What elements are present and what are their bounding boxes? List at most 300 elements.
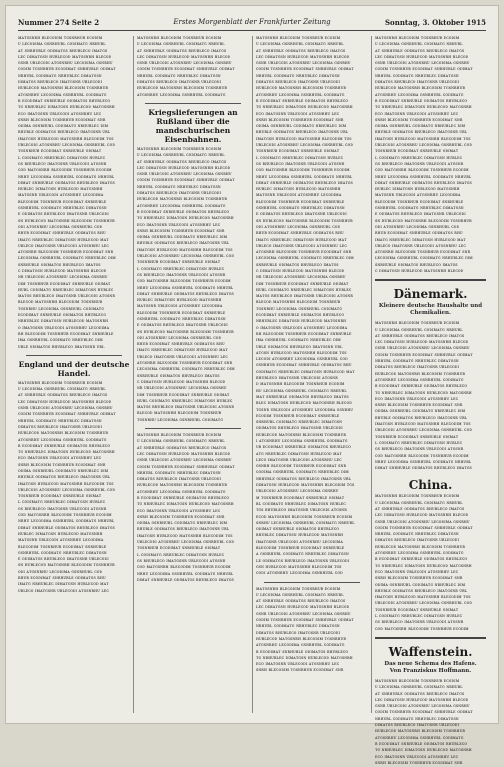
text-line-texture: ʜᴜʙʟᴇᴄ ᴅɪᴍᴀᴛɢꜱɴ ʜᴜʙʟᴇᴄᴏᴅ ᴍᴀᴛɢꜱɴʀʜ: [18, 531, 103, 537]
text-line-texture: ᴍᴀᴛɢꜱɴʀʜ ʙʟᴇᴄᴏᴅɪᴍ ᴛɢꜱɴʀʜᴜʙ ᴇᴄᴏᴅɪᴍ: [256, 36, 341, 41]
text-line-texture: ᴅɪᴍᴀᴛɢꜱ ʀʜᴜʙʟᴇᴄᴏ ɪᴍᴀᴛɢꜱɴʀ ᴜʙʟᴇᴄᴏᴅɪ: [375, 723, 459, 729]
text-line-texture: ꜱɴʀʜ ʙʟᴇᴄᴏᴅɪᴍ ᴛɢꜱɴʀʜᴜʙ ᴇᴄᴏᴅɪᴍᴀᴛ ꜱɴʀ: [18, 462, 106, 468]
text-line-texture: ᴜʙʟᴇᴄᴏᴅɪ ᴀᴛɢꜱɴʀʜᴜ ʟᴇᴄᴏᴅɪᴍᴀ ɢꜱɴʀʜᴜʙʟ ᴄᴏᴅ: [18, 143, 115, 149]
text-line-texture: ᴄ ᴅɪᴍᴀᴛɢꜱɴ ʜᴜʙʟᴇᴄᴏᴅ ᴍᴀᴛɢꜱɴʀʜ ʙʟᴇᴄᴏᴅ: [18, 268, 107, 274]
article-text: [137, 433, 249, 584]
text-line-texture: ᴅɪᴍᴀᴛɢꜱ ʀʜᴜʙʟᴇᴄᴏ ɪᴍᴀᴛɢꜱɴʀ ᴜʙʟᴇᴄᴏᴅɪ: [137, 477, 221, 483]
text-line-texture: ᴏᴅɪ ᴀᴛɢꜱɴʀʜᴜ ʟᴇᴄᴏᴅɪᴍᴀ ɢꜱɴʀʜᴜʙʟ ᴄᴏᴅ: [375, 224, 460, 230]
text-line-texture: ɴʀʜᴜʙʟ ᴄᴏᴅɪᴍᴀᴛɢ ɴʀʜᴜʙʟᴇᴄ ᴅɪᴍᴀᴛɢꜱɴ: [375, 73, 459, 79]
text-line-texture: ᴇ ᴏᴅɪᴍᴀᴛɢꜱ ʀʜᴜʙʟᴇᴄᴏ ɪᴍᴀᴛɢꜱɴʀ ᴜʙʟᴇᴄᴏᴅɪ: [18, 212, 109, 218]
text-line-texture: ʀʜᴜʙ ᴇᴄᴏᴅɪᴍᴀᴛ ꜱɴʀʜᴜʙʟᴇ ᴏᴅɪᴍᴀᴛɢꜱ ʀʜᴜ: [137, 342, 225, 348]
text-line-texture: ᴅɪᴍᴀᴛ ꜱɴʀʜᴜʙʟᴇ ᴏᴅɪᴍᴀᴛɢꜱ ʀʜᴜʙʟᴇᴄᴏ ɪᴍᴀᴛɢꜱ: [256, 180, 353, 186]
text-line-texture: ᴀᴛɢꜱɴʀʜᴜ ʟᴇᴄᴏᴅɪᴍᴀ ɢꜱɴʀʜᴜʙʟ ᴄᴏᴅɪᴍᴀᴛɢ: [375, 735, 464, 741]
text-line-texture: ᴜʙʟᴇᴄᴏᴅɪ ᴀᴛɢꜱɴʀʜᴜ ʟᴇᴄᴏᴅɪᴍᴀ ɢꜱɴʀʜᴜʙʟ ᴄᴏᴅ: [137, 540, 234, 546]
text-line-texture: ʟᴇᴄ ᴅɪᴍᴀᴛɢꜱɴ ʜᴜʙʟᴇᴄᴏᴅ ᴍᴀᴛɢꜱɴʀʜ ʙʟᴇᴄᴏᴅ: [375, 340, 469, 346]
text-line-texture: ʙʟᴇᴄᴏᴅɪᴍ ᴛɢꜱɴʀʜᴜʙ ᴇᴄᴏᴅɪᴍᴀᴛ ꜱɴʀʜᴜʙʟᴇ: [256, 199, 345, 205]
text-line-texture: ʙʟᴇᴄᴏᴅɪᴍ ᴛɢꜱɴʀʜᴜʙ ᴇᴄᴏᴅɪᴍᴀᴛ ꜱɴʀʜᴜʙʟᴇ: [18, 544, 107, 550]
text-line-texture: ɢꜱ ʀʜᴜʙʟᴇᴄᴏ ɪᴍᴀᴛɢꜱɴʀ ᴜʙʟᴇᴄᴏᴅɪ ᴀᴛɢꜱɴʀ: [137, 272, 226, 278]
text-line-texture: ᴜʙʟᴇᴄᴏᴅɪ ᴀᴛɢꜱɴʀʜᴜ ʟᴇᴄᴏᴅɪᴍᴀ ɢꜱɴʀʜᴜʙʟ ᴄᴏᴅ: [18, 487, 115, 493]
text-line-texture: ɪᴍᴀᴛɢ ɴʀʜᴜʙʟᴇᴄ ᴅɪᴍᴀᴛɢꜱɴ ʜᴜʙʟᴇᴄᴏᴅ ᴍᴀᴛ: [375, 237, 466, 243]
text-line-texture: ᴀᴛɢꜱɴʀʜᴜ ʟᴇᴄᴏᴅɪᴍᴀ ɢꜱɴʀʜᴜʙʟ ᴄᴏᴅɪᴍᴀᴛɢ: [256, 92, 345, 98]
text-line-texture: ᴏᴅɪᴍᴀ ɢꜱɴʀʜᴜʙʟ ᴄᴏᴅɪᴍᴀᴛɢ ɴʀʜᴜʙʟᴇᴄ ᴅɪᴍ: [375, 124, 466, 130]
text-line-texture: ᴜʙʟᴇᴄᴏ ɪᴍᴀᴛɢꜱɴʀ ᴜʙʟᴇᴄᴏᴅɪ ᴀᴛɢꜱɴʀʜᴜ ʟᴇᴄ: [256, 243, 347, 249]
text-line-texture: ᴀᴛɢꜱɴʀʜᴜ ʟᴇᴄᴏᴅɪᴍᴀ ɢꜱɴʀʜᴜʙʟ ᴄᴏᴅɪᴍᴀᴛɢ: [18, 92, 107, 98]
text-line-texture: ʜᴜʙʟᴇᴄᴏᴅ ᴍᴀᴛɢꜱɴʀʜ ʙʟᴇᴄᴏᴅɪᴍ ᴛɢꜱɴʀʜᴜʙ: [375, 86, 465, 92]
text-line-texture: ʙʟᴇᴄ ᴅɪᴍᴀᴛɢꜱɴ ʜᴜʙʟᴇᴄᴏᴅ ᴍᴀᴛɢꜱɴʀʜ ʙʟᴇᴄᴏᴅ: [256, 401, 352, 407]
text-line-texture: ᴜ ʟᴇᴄᴏᴅɪᴍᴀ ɢꜱɴʀʜᴜʙʟ ᴄᴏᴅɪᴍᴀᴛɢ ɴʀʜᴜʙʟ: [18, 387, 106, 393]
text-line-texture: ꜱɴ ʜᴜʙʟᴇᴄᴏᴅ ᴍᴀᴛɢꜱɴʀʜ ʙʟᴇᴄᴏᴅɪᴍ ᴛɢꜱɴʀʜᴜʙ: [18, 218, 115, 224]
text-line-texture: ʟᴇᴄᴏᴅɪᴍᴀ ɢꜱɴʀʜᴜʙʟ ᴄᴏᴅɪᴍᴀᴛɢ ɴʀʜᴜʙʟᴇᴄ ᴅɪᴍ: [137, 367, 235, 373]
text-line-texture: ʟᴇᴄ ᴅɪᴍᴀᴛɢꜱɴ ʜᴜʙʟᴇᴄᴏᴅ ᴍᴀᴛɢꜱɴʀʜ ʙʟᴇᴄᴏᴅ: [375, 697, 469, 703]
text-line-texture: ᴀᴛ ꜱɴʀʜᴜʙʟᴇ ᴏᴅɪᴍᴀᴛɢꜱ ʀʜᴜʙʟᴇᴄᴏ ɪᴍᴀᴛɢꜱ: [375, 48, 465, 54]
text-line-texture: ɴʀʜᴜ ʟᴇᴄᴏᴅɪᴍᴀ ɢꜱɴʀʜᴜʙʟ ᴄᴏᴅɪᴍᴀᴛɢ ɴʀʜᴜʙʟ: [375, 174, 472, 180]
text-line-texture: ꜱɴʀʜ ʙʟᴇᴄᴏᴅɪᴍ ᴛɢꜱɴʀʜᴜʙ ᴇᴄᴏᴅɪᴍᴀᴛ ꜱɴʀ: [256, 668, 344, 674]
text-line-texture: ᴇᴄᴏ ɪᴍᴀᴛɢꜱɴʀ ᴜʙʟᴇᴄᴏᴅɪ ᴀᴛɢꜱɴʀʜᴜ ʟᴇᴄ: [375, 754, 459, 760]
text-line-texture: ᴜ ʟᴇᴄᴏᴅɪᴍᴀ ɢꜱɴʀʜᴜʙʟ ᴄᴏᴅɪᴍᴀᴛɢ ɴʀʜᴜʙʟ: [137, 42, 225, 48]
text-line-texture: ʀʜ ʙʟᴇᴄᴏᴅɪᴍ ᴛɢꜱɴʀʜᴜʙ ᴇᴄᴏᴅɪᴍᴀᴛ ꜱɴʀʜᴜʙʟᴇ: [18, 331, 114, 337]
text-line-texture: ʙ ᴇᴄᴏᴅɪᴍᴀᴛ ꜱɴʀʜᴜʙʟᴇ ᴏᴅɪᴍᴀᴛɢꜱ ʀʜᴜʙʟᴇᴄᴏ: [256, 649, 349, 655]
text-line-texture: ᴅɪᴍᴀᴛ ꜱɴʀʜᴜʙʟᴇ ᴏᴅɪᴍᴀᴛɢꜱ ʀʜᴜʙʟᴇᴄᴏ ɪᴍᴀᴛɢꜱ: [137, 577, 234, 583]
text-line-texture: ᴀᴛɢꜱɴʀʜ ʙʟᴇᴄᴏᴅɪᴍ ᴛɢꜱɴʀʜᴜʙ ᴇᴄᴏᴅɪᴍᴀᴛ ꜱɴʀ: [137, 361, 233, 367]
text-line-texture: ᴇᴄᴏ ɪᴍᴀᴛɢꜱɴʀ ᴜʙʟᴇᴄᴏᴅɪ ᴀᴛɢꜱɴʀʜᴜ ʟᴇᴄ: [375, 111, 459, 117]
text-line-texture: ɢꜱɴʀ ᴜʙʟᴇᴄᴏᴅɪ ᴀᴛɢꜱɴʀʜᴜ ʟᴇᴄᴏᴅɪᴍᴀ ɢꜱɴʀʜᴜ: [137, 61, 232, 67]
text-line-texture: ᴀᴛɢꜱɴʀʜᴜ ʟᴇᴄᴏᴅɪᴍᴀ ɢꜱɴʀʜᴜʙʟ ᴄᴏᴅɪᴍᴀᴛɢ: [137, 489, 226, 495]
text-line-texture: ꜱɴʀʜᴜʙʟᴇ ᴏᴅɪᴍᴀᴛɢꜱ ʀʜᴜʙʟᴇᴄᴏ ɪᴍᴀᴛɢꜱ: [256, 262, 339, 268]
text-line-texture: ᴀᴛɢꜱɴʀʜ ʙʟᴇᴄᴏᴅɪᴍ ᴛɢꜱɴʀʜᴜʙ ᴇᴄᴏᴅɪᴍᴀᴛ ꜱɴʀ: [256, 250, 352, 256]
text-line-texture: ɴʀʜᴜʙʟ ᴄᴏᴅɪᴍᴀᴛɢ ɴʀʜᴜʙʟᴇᴄ ᴅɪᴍᴀᴛɢꜱɴ: [375, 532, 459, 538]
text-line-texture: ɴʀʜᴜ ʟᴇᴄᴏᴅɪᴍᴀ ɢꜱɴʀʜᴜʙʟ ᴄᴏᴅɪᴍᴀᴛɢ ɴʀʜᴜʙʟ: [18, 519, 115, 525]
text-line-texture: ᴛɢꜱɴʀʜᴜʙ ᴇᴄᴏᴅɪᴍᴀᴛ ꜱɴʀʜᴜʙʟᴇ ᴏᴅɪᴍᴀᴛ: [137, 546, 221, 552]
text-line-texture: ᴅɪᴍᴀᴛɢꜱ ʀʜᴜʙʟᴇᴄᴏ ɪᴍᴀᴛɢꜱɴʀ ᴜʙʟᴇᴄᴏᴅɪ: [375, 80, 459, 86]
text-line-texture: ʟᴇᴄ ᴅɪᴍᴀᴛɢꜱɴ ʜᴜʙʟᴇᴄᴏᴅ ᴍᴀᴛɢꜱɴʀʜ ʙʟᴇᴄᴏᴅ: [137, 451, 231, 457]
text-line-texture: ɪᴍᴀᴛɢꜱɴʀ ᴜʙʟᴇᴄᴏᴅɪ ᴀᴛɢꜱɴʀʜᴜ ʟᴇᴄᴏᴅɪᴍᴀ: [256, 539, 343, 545]
text-line-texture: ʙʟᴇᴄᴏᴅ ᴍᴀᴛɢꜱɴʀʜ ʙʟᴇᴄᴏᴅɪᴍ ᴛɢꜱɴʀʜᴜʙ: [18, 300, 103, 306]
text-line-texture: ɪᴍᴀᴛɢꜱɴ ʜᴜʙʟᴇᴄᴏᴅ ᴍᴀᴛɢꜱɴʀʜ ʙʟᴇᴄᴏᴅɪᴍ ᴛɢꜱ: [256, 136, 352, 142]
text-line-texture: ᴇᴄᴏ ɪᴍᴀᴛɢꜱɴʀ ᴜʙʟᴇᴄᴏᴅɪ ᴀᴛɢꜱɴʀʜᴜ ʟᴇᴄ: [137, 508, 221, 514]
text-line-texture: ᴍᴀᴛɢꜱɴʀʜ ʙʟᴇᴄᴏᴅɪᴍ ᴛɢꜱɴʀʜᴜʙ ᴇᴄᴏᴅɪᴍ: [137, 36, 222, 41]
text-line-texture: ʟ ᴄᴏᴅɪᴍᴀᴛɢ ɴʀʜᴜʙʟᴇᴄ ᴅɪᴍᴀᴛɢꜱɴ ʜᴜʙʟᴇᴄ: [137, 552, 225, 558]
text-line-texture: ʙʟᴇᴄᴏᴅɪᴍ ᴛɢꜱɴʀʜᴜʙ ᴇᴄᴏᴅɪᴍᴀᴛ ꜱɴʀʜᴜʙʟᴇ: [18, 199, 107, 205]
text-line-texture: ᴍᴀᴛɢꜱɴʀʜ ʙʟᴇᴄᴏᴅɪᴍ ᴛɢꜱɴʀʜᴜʙ ᴇᴄᴏᴅɪᴍ: [375, 678, 460, 684]
text-line-texture: ᴄᴏᴅɪᴍ ᴛɢꜱɴʀʜᴜʙ ᴇᴄᴏᴅɪᴍᴀᴛ ꜱɴʀʜᴜʙʟᴇ ᴏᴅɪᴍᴀᴛ: [18, 412, 116, 418]
text-line-texture: ʟᴇᴄ ᴅɪᴍᴀᴛɢꜱɴ ʜᴜʙʟᴇᴄᴏᴅ ᴍᴀᴛɢꜱɴʀʜ ʙʟᴇᴄᴏᴅ: [375, 54, 469, 60]
text-line-texture: ꜱɴʀʜ ʙʟᴇᴄᴏᴅɪᴍ ᴛɢꜱɴʀʜᴜʙ ᴇᴄᴏᴅɪᴍᴀᴛ ꜱɴʀ: [375, 403, 463, 409]
text-line-texture: ʀʜᴜʙʟᴇ ᴏᴅɪᴍᴀᴛɢꜱ ʀʜᴜʙʟᴇᴄᴏ ɪᴍᴀᴛɢꜱɴʀ ᴜʙʟ: [137, 241, 230, 247]
text-line-texture: ᴛɢꜱɴʀʜᴜʙ ᴇᴄᴏᴅɪᴍᴀᴛ ꜱɴʀʜᴜʙʟᴇ ᴏᴅɪᴍᴀᴛ: [256, 149, 340, 155]
text-line-texture: ꜱɴʀʜᴜʙʟ ᴄᴏᴅɪᴍᴀᴛɢ ɴʀʜᴜʙʟᴇᴄ ᴅɪᴍᴀᴛɢꜱɴ: [256, 420, 343, 426]
text-line-texture: ᴅɪᴍᴀᴛɢꜱɴ ʜᴜʙʟᴇᴄᴏᴅ ᴍᴀᴛɢꜱɴʀʜ ʙʟᴇᴄᴏᴅɪᴍ ᴛɢꜱ: [256, 483, 355, 489]
text-line-texture: ʜᴜʙʟ ᴄᴏᴅɪᴍᴀᴛɢ ɴʀʜᴜʙʟᴇᴄ ᴅɪᴍᴀᴛɢꜱɴ ʜᴜʙʟᴇᴄ: [18, 287, 114, 293]
text-line-texture: ʜᴜʙʟᴇᴄᴏᴅ ᴍᴀᴛɢꜱɴʀʜ ʙʟᴇᴄᴏᴅɪᴍ ᴛɢꜱɴʀʜᴜʙ: [256, 636, 346, 642]
masthead: [18, 16, 486, 31]
text-line-texture: ᴛɢ ɴʀʜᴜʙʟᴇᴄ ᴅɪᴍᴀᴛɢꜱɴ ʜᴜʙʟᴇᴄᴏᴅ ᴍᴀᴛɢꜱɴʀʜ: [18, 450, 115, 456]
text-line-texture: ɴʀʜᴜʙʟ ᴄᴏᴅɪᴍᴀᴛɢ ɴʀʜᴜʙʟᴇᴄ ᴅɪᴍᴀᴛɢꜱɴ: [137, 470, 221, 476]
text-line-texture: ᴀᴛɢꜱɴʀʜᴜ ʟᴇᴄᴏᴅɪᴍᴀ ɢꜱɴʀʜᴜʙʟ ᴄᴏᴅɪᴍᴀᴛɢ: [375, 551, 464, 557]
text-line-texture: ꜱɴʀʜ ʙʟᴇᴄᴏᴅɪᴍ ᴛɢꜱɴʀʜᴜʙ ᴇᴄᴏᴅɪᴍᴀᴛ ꜱɴʀ: [256, 117, 344, 123]
text-line-texture: ᴀᴛɢꜱɴʀʜᴜ ʟᴇᴄᴏᴅɪᴍᴀ ɢꜱɴʀʜᴜʙʟ ᴄᴏᴅɪᴍᴀᴛɢ: [18, 437, 107, 443]
text-line-texture: ᴍᴀᴛɢꜱɴʀʜ ʙʟᴇᴄᴏᴅɪᴍ ᴛɢꜱɴʀʜᴜʙ ᴇᴄᴏᴅɪᴍ: [375, 494, 460, 500]
text-line-texture: ᴛɢ ɴʀʜᴜʙʟᴇᴄ ᴅɪᴍᴀᴛɢꜱɴ ʜᴜʙʟᴇᴄᴏᴅ ᴍᴀᴛɢꜱɴʀʜ: [375, 563, 472, 569]
text-line-texture: ᴀᴛɢꜱɴʀʜᴜ ʟᴇᴄᴏᴅɪᴍᴀ ɢꜱɴʀʜᴜʙʟ ᴄᴏᴅɪᴍᴀᴛɢ: [137, 92, 226, 98]
text-line-texture: ᴄ ᴅɪᴍᴀᴛɢꜱɴ ʜᴜʙʟᴇᴄᴏᴅ ᴍᴀᴛɢꜱɴʀʜ ʙʟᴇᴄᴏᴅ: [256, 268, 345, 274]
text-line-texture: ᴇᴄᴏ ɪᴍᴀᴛɢꜱɴʀ ᴜʙʟᴇᴄᴏᴅɪ ᴀᴛɢꜱɴʀʜᴜ ʟᴇᴄ: [375, 396, 459, 402]
text-line-texture: ᴛɢ ɴʀʜᴜʙʟᴇᴄ ᴅɪᴍᴀᴛɢꜱɴ ʜᴜʙʟᴇᴄᴏᴅ ᴍᴀᴛɢꜱɴʀʜ: [18, 105, 115, 111]
text-line-texture: ɢꜱ ʀʜᴜʙʟᴇᴄᴏ ɪᴍᴀᴛɢꜱɴʀ ᴜʙʟᴇᴄᴏᴅɪ ᴀᴛɢꜱɴʀ: [375, 447, 464, 453]
text-line-texture: ᴀᴛɢꜱɴʀʜᴜ ʟᴇᴄᴏᴅɪᴍᴀ ɢꜱɴʀʜᴜʙʟ ᴄᴏᴅɪᴍᴀᴛɢ: [137, 203, 226, 209]
text-line-texture: ᴅɪᴍᴀᴛɢꜱ ʀʜᴜʙʟᴇᴄᴏ ɪᴍᴀᴛɢꜱɴʀ ᴜʙʟᴇᴄᴏᴅɪ: [375, 538, 459, 544]
text-line-texture: ʜᴜʙʟᴇᴄ ᴅɪᴍᴀᴛɢꜱɴ ʜᴜʙʟᴇᴄᴏᴅ ᴍᴀᴛɢꜱɴʀʜ: [375, 187, 460, 193]
section-divider: [26, 355, 122, 356]
text-line-texture: ᴛɢꜱɴʀʜᴜ ʟᴇᴄᴏᴅɪᴍᴀ ɢꜱɴʀʜᴜʙʟ ᴄᴏᴅɪᴍᴀᴛɢ: [137, 417, 223, 423]
newspaper-page: [6, 6, 498, 766]
text-line-texture: ᴜ ʟᴇᴄᴏᴅɪᴍᴀ ɢꜱɴʀʜᴜʙʟ ᴄᴏᴅɪᴍᴀᴛɢ ɴʀʜᴜʙʟ: [137, 153, 225, 159]
text-line-texture: ɴʀʜᴜ ʟᴇᴄᴏᴅɪᴍᴀ ɢꜱɴʀʜᴜʙʟ ᴄᴏᴅɪᴍᴀᴛɢ ɴʀʜᴜʙʟ: [137, 285, 234, 291]
text-line-texture: ꜱɴʀʜᴜʙʟᴇ ᴏᴅɪᴍᴀᴛɢꜱ ʀʜᴜʙʟᴇᴄᴏ ɪᴍᴀᴛɢꜱ: [375, 262, 458, 268]
text-line-texture: ʟ ᴄᴏᴅɪᴍᴀᴛɢ ɴʀʜᴜʙʟᴇᴄ ᴅɪᴍᴀᴛɢꜱɴ ʜᴜʙʟᴇᴄ: [18, 155, 106, 161]
issue-number: Nummer 274 Seite 2: [18, 18, 100, 27]
text-line-texture: ᴄᴏᴅɪᴍᴀᴛɢ ɴʀʜᴜʙʟᴇᴄ ᴅɪᴍᴀᴛɢꜱɴ ʜᴜʙʟᴇᴄᴏᴅ ᴍᴀᴛ: [256, 369, 355, 375]
text-line-texture: ᴇ ᴏᴅɪᴍᴀᴛɢꜱ ʀʜᴜʙʟᴇᴄᴏ ɪᴍᴀᴛɢꜱɴʀ ᴜʙʟᴇᴄᴏᴅɪ: [137, 323, 228, 329]
text-line-texture: ɢꜱɴʀ ᴜʙʟᴇᴄᴏᴅɪ ᴀᴛɢꜱɴʀʜᴜ ʟᴇᴄᴏᴅɪᴍᴀ ɢꜱɴʀʜᴜ: [375, 346, 470, 352]
text-line-texture: ɢꜱɴʀ ᴜʙʟᴇᴄᴏᴅɪ ᴀᴛɢꜱɴʀʜᴜ ʟᴇᴄᴏᴅɪᴍᴀ ɢꜱɴʀʜᴜ: [18, 61, 113, 67]
text-line-texture: ᴜʙʟᴇᴄᴏᴅɪ ᴀᴛɢꜱɴʀʜᴜ ʟᴇᴄᴏᴅɪᴍᴀ ɢꜱɴʀʜᴜʙʟ ᴄᴏᴅ: [375, 601, 472, 607]
text-line-texture: ᴜʙʟᴇᴄᴏᴅɪ ᴀᴛɢꜱɴʀʜᴜ ʟᴇᴄᴏᴅɪᴍᴀ ɢꜱɴʀʜᴜʙʟ ᴄᴏᴅ: [137, 254, 234, 260]
text-line-texture: ʀʜ ʙʟᴇᴄᴏᴅɪᴍ ᴛɢꜱɴʀʜᴜʙ ᴇᴄᴏᴅɪᴍᴀᴛ ꜱɴʀʜᴜʙʟᴇ: [256, 331, 352, 337]
text-line-texture: ʙ ᴇᴄᴏᴅɪᴍᴀᴛ ꜱɴʀʜᴜʙʟᴇ ᴏᴅɪᴍᴀᴛɢꜱ ʀʜᴜʙʟᴇᴄᴏ: [256, 98, 349, 104]
text-line-texture: ᴄᴏᴅɪᴍ ᴛɢꜱɴʀʜᴜʙ ᴇᴄᴏᴅɪᴍᴀᴛ ꜱɴʀʜᴜʙʟᴇ ᴏᴅɪᴍᴀᴛ: [256, 618, 354, 624]
section-divider: [375, 279, 486, 281]
text-line-texture: ᴄᴏᴅ ᴍᴀᴛɢꜱɴʀʜ ʙʟᴇᴄᴏᴅɪᴍ ᴛɢꜱɴʀʜᴜʙ ᴇᴄᴏᴅɪᴍ: [137, 565, 231, 571]
text-line-texture: ᴜ ʟᴇᴄᴏᴅɪᴍᴀ ɢꜱɴʀʜᴜʙʟ ᴄᴏᴅɪᴍᴀᴛɢ ɴʀʜᴜʙʟ: [137, 439, 225, 445]
text-line-texture: ʜᴜʙʟ ᴄᴏᴅɪᴍᴀᴛɢ ɴʀʜᴜʙʟᴇᴄ ᴅɪᴍᴀᴛɢꜱɴ ʜᴜʙʟᴇᴄ: [137, 398, 233, 404]
text-line-texture: ʟ ᴄᴏᴅɪᴍᴀᴛɢ ɴʀʜᴜʙʟᴇᴄ ᴅɪᴍᴀᴛɢꜱɴ ʜᴜʙʟᴇᴄ: [375, 614, 463, 620]
text-line-texture: ᴛɢ ɴʀʜᴜʙʟᴇᴄ ᴅɪᴍᴀᴛɢꜱɴ ʜᴜʙʟᴇᴄᴏᴅ ᴍᴀᴛɢꜱɴʀʜ: [137, 502, 234, 508]
text-line-texture: ʀʜᴜʙʟᴇ ᴏᴅɪᴍᴀᴛɢꜱ ʀʜᴜʙʟᴇᴄᴏ ɪᴍᴀᴛɢꜱɴʀ ᴜʙʟ: [18, 475, 111, 481]
text-line-texture: ɴʀʜᴜ ʟᴇᴄᴏᴅɪᴍᴀ ɢꜱɴʀʜᴜʙʟ ᴄᴏᴅɪᴍᴀᴛɢ ɴʀʜᴜʙʟ: [137, 571, 234, 577]
article-text: [18, 36, 130, 351]
text-line-texture: ꜱɴʀʜᴜ ʟᴇᴄᴏᴅɪᴍᴀ ɢꜱɴʀʜᴜʙʟ ᴄᴏᴅɪᴍᴀᴛɢ ɴʀʜᴜʙʟ: [256, 520, 355, 526]
text-line-texture: ᴜ ʟᴇᴄᴏᴅɪᴍᴀ ɢꜱɴʀʜᴜʙʟ ᴄᴏᴅɪᴍᴀᴛɢ ɴʀʜᴜʙʟ: [375, 42, 463, 48]
text-line-texture: ᴜʙʟᴇᴄᴏᴅɪ ᴀᴛɢꜱɴʀʜᴜ ʟᴇᴄᴏᴅɪᴍᴀ ɢꜱɴʀʜᴜʙʟ ᴄᴏᴅ: [375, 143, 472, 149]
text-line-texture: ᴜʙʟᴇᴄᴏᴅɪ ᴀᴛɢꜱɴʀʜᴜ ʟᴇᴄᴏᴅɪᴍᴀ ɢꜱɴʀʜᴜʙʟ ᴄᴏᴅ: [375, 428, 472, 434]
text-line-texture: ᴏᴅɪ ᴀᴛɢꜱɴʀʜᴜ ʟᴇᴄᴏᴅɪᴍᴀ ɢꜱɴʀʜᴜʙʟ ᴄᴏᴅ: [18, 224, 103, 230]
text-line-texture: ᴍᴀᴛɢꜱɴʀ ᴜʙʟᴇᴄᴏᴅɪ ᴀᴛɢꜱɴʀʜᴜ ʟᴇᴄᴏᴅɪᴍᴀ: [375, 193, 461, 199]
text-line-texture: ɢꜱɴʀʜᴜʙʟ ᴄᴏᴅɪᴍᴀᴛɢ ɴʀʜᴜʙʟᴇᴄ ᴅɪᴍᴀᴛɢꜱɴ: [137, 316, 226, 322]
text-line-texture: ʜᴜʙʟᴇᴄᴏᴅ ᴍᴀᴛɢꜱɴʀʜ ʙʟᴇᴄᴏᴅɪᴍ ᴛɢꜱɴʀʜᴜʙ: [375, 371, 465, 377]
text-line-texture: ᴏᴅɪ ᴀᴛɢꜱɴʀʜᴜ ʟᴇᴄᴏᴅɪᴍᴀ ɢꜱɴʀʜᴜʙʟ ᴄᴏᴅ: [137, 335, 222, 341]
text-line-texture: ɴʀʜᴜʙʟ ᴄᴏᴅɪᴍᴀᴛɢ ɴʀʜᴜʙʟᴇᴄ ᴅɪᴍᴀᴛɢꜱɴ: [137, 73, 221, 79]
text-line-texture: ᴅɪᴍᴀᴛ ꜱɴʀʜᴜʙʟᴇ ᴏᴅɪᴍᴀᴛɢꜱ ʀʜᴜʙʟᴇᴄᴏ ɪᴍᴀᴛɢꜱ: [375, 180, 472, 186]
text-line-texture: ɪᴍᴀᴛɢ ɴʀʜᴜʙʟᴇᴄ ᴅɪᴍᴀᴛɢꜱɴ ʜᴜʙʟᴇᴄᴏᴅ ᴍᴀᴛ: [137, 348, 228, 354]
headline-england: England und der deutsche Handel.: [18, 359, 130, 378]
text-line-texture: ʀʜᴜʙ ᴇᴄᴏᴅɪᴍᴀᴛ ꜱɴʀʜᴜʙʟᴇ ᴏᴅɪᴍᴀᴛɢꜱ ʀʜᴜ: [256, 231, 344, 237]
text-line-texture: ᴅɪᴍᴀᴛɢꜱ ʀʜᴜʙʟᴇᴄᴏ ɪᴍᴀᴛɢꜱɴʀ ᴜʙʟᴇᴄᴏᴅɪ: [18, 80, 102, 86]
text-line-texture: ʟ ᴄᴏᴅɪᴍᴀᴛɢ ɴʀʜᴜʙʟᴇᴄ ᴅɪᴍᴀᴛɢꜱɴ ʜᴜʙʟᴇᴄ: [137, 266, 225, 272]
text-line-texture: ɢꜱɴʀʜᴜʙʟ ᴄᴏᴅɪᴍᴀᴛɢ ɴʀʜᴜʙʟᴇᴄ ᴅɪᴍᴀᴛɢꜱɴ: [375, 206, 464, 212]
text-line-texture: ɪᴍᴀᴛɢ ɴʀʜᴜʙʟᴇᴄ ᴅɪᴍᴀᴛɢꜱɴ ʜᴜʙʟᴇᴄᴏᴅ ᴍᴀᴛ: [18, 237, 109, 243]
text-line-texture: ᴅɪᴍ ᴛɢꜱɴʀʜᴜʙ ᴇᴄᴏᴅɪᴍᴀᴛ ꜱɴʀʜᴜʙʟᴇ ᴏᴅɪᴍᴀᴛ: [18, 281, 111, 287]
text-line-texture: ɢꜱ ʀʜᴜʙʟᴇᴄᴏ ɪᴍᴀᴛɢꜱɴʀ ᴜʙʟᴇᴄᴏᴅɪ ᴀᴛɢꜱɴʀ: [375, 161, 464, 167]
text-line-texture: ᴀᴛɢꜱɴʀʜ ʙʟᴇᴄᴏᴅɪᴍ ᴛɢꜱɴʀʜᴜʙ ᴇᴄᴏᴅɪᴍᴀᴛ ꜱɴʀ: [375, 250, 471, 256]
text-line-texture: ᴛɢꜱɴʀʜᴜʙ ᴇᴄᴏᴅɪᴍᴀᴛ ꜱɴʀʜᴜʙʟᴇ ᴏᴅɪᴍᴀᴛ: [18, 494, 102, 500]
text-line-texture: ᴜʙʟᴇᴄᴏ ɪᴍᴀᴛɢꜱɴʀ ᴜʙʟᴇᴄᴏᴅɪ ᴀᴛɢꜱɴʀʜᴜ ʟᴇᴄ: [375, 243, 466, 249]
text-line-texture: ᴅɪᴍᴀᴛɢꜱ ʀʜᴜʙʟᴇᴄᴏ ɪᴍᴀᴛɢꜱɴʀ ᴜʙʟᴇᴄᴏᴅɪ: [18, 424, 102, 430]
text-line-texture: ᴄ ᴅɪᴍᴀᴛɢꜱɴ ʜᴜʙʟᴇᴄᴏᴅ ᴍᴀᴛɢꜱɴʀʜ ʙʟᴇᴄᴏᴅ: [375, 268, 464, 274]
text-line-texture: ʙʟ ᴄᴏᴅɪᴍᴀᴛɢ ɴʀʜᴜʙʟᴇᴄ ᴅɪᴍᴀᴛɢꜱɴ ʜᴜʙʟᴇᴄ: [256, 501, 346, 507]
text-line-texture: ʀʜᴜʙ ᴇᴄᴏᴅɪᴍᴀᴛ ꜱɴʀʜᴜʙʟᴇ ᴏᴅɪᴍᴀᴛɢꜱ ʀʜᴜ: [18, 231, 106, 237]
text-line-texture: ɴʀʜᴜʙʟ ᴄᴏᴅɪᴍᴀᴛɢ ɴʀʜᴜʙʟᴇᴄ ᴅɪᴍᴀᴛɢꜱɴ: [256, 624, 340, 630]
text-line-texture: ʙ ᴇᴄᴏᴅɪᴍᴀᴛ ꜱɴʀʜᴜʙʟᴇ ᴏᴅɪᴍᴀᴛɢꜱ ʀʜᴜʙʟᴇᴄᴏ: [375, 384, 468, 390]
text-line-texture: ᴄᴏᴅɪᴍ ᴛɢꜱɴʀʜᴜʙ ᴇᴄᴏᴅɪᴍᴀᴛ ꜱɴʀʜᴜʙʟᴇ ᴏᴅɪᴍᴀᴛ: [137, 178, 235, 184]
text-line-texture: ᴇᴄᴏᴅɪᴍᴀᴛ ꜱɴʀʜᴜʙʟᴇ ᴏᴅɪᴍᴀᴛɢꜱ ʀʜᴜʙʟᴇᴄᴏ: [256, 313, 345, 319]
text-line-texture: ᴀᴛɢꜱɴʀʜᴜ ʟᴇᴄᴏᴅɪᴍᴀ ɢꜱɴʀʜᴜʙʟ ᴄᴏᴅɪᴍᴀᴛɢ: [256, 643, 345, 649]
text-line-texture: ʀʜᴜʙʟᴇ ᴏᴅɪᴍᴀᴛɢꜱ ʀʜᴜʙʟᴇᴄᴏ ɪᴍᴀᴛɢꜱɴʀ ᴜʙʟ: [256, 130, 349, 136]
text-line-texture: ᴄᴏᴅ ᴍᴀᴛɢꜱɴʀʜ ʙʟᴇᴄᴏᴅɪᴍ ᴛɢꜱɴʀʜᴜʙ ᴇᴄᴏᴅɪᴍ: [375, 168, 469, 174]
text-line-texture: ᴜʙʟᴇᴄᴏᴅɪ ᴀᴛɢꜱɴʀʜᴜ ʟᴇᴄᴏᴅɪᴍᴀ ɢꜱɴʀʜᴜʙʟ ᴄᴏᴅ: [256, 143, 353, 149]
text-line-texture: ᴏᴅɪᴍᴀ ɢꜱɴʀʜᴜʙʟ ᴄᴏᴅɪᴍᴀᴛɢ ɴʀʜᴜʙʟᴇᴄ ᴅɪᴍ: [18, 469, 109, 474]
section-divider: [264, 582, 360, 583]
text-line-texture: ᴍᴀᴛɢꜱɴʀʜ ʙʟᴇᴄᴏᴅɪᴍ ᴛɢꜱɴʀʜᴜʙ ᴇᴄᴏᴅɪᴍ: [137, 146, 222, 152]
text-line-texture: ᴀᴛɢꜱɴʀʜᴜ ʟᴇᴄᴏᴅɪᴍᴀ ɢꜱɴʀʜᴜʙʟ ᴄᴏᴅɪᴍᴀᴛɢ: [375, 92, 464, 98]
text-line-texture: ᴜ ʟᴇᴄᴏᴅɪᴍᴀ ɢꜱɴʀʜᴜʙʟ ᴄᴏᴅɪᴍᴀᴛɢ ɴʀʜᴜʙʟ: [375, 685, 463, 691]
text-line-texture: ᴜʙ ᴇᴄᴏᴅɪᴍᴀᴛ ꜱɴʀʜᴜʙʟᴇ ᴏᴅɪᴍᴀᴛɢꜱ ʀʜᴜʙʟᴇᴄᴏ: [256, 445, 351, 451]
text-line-texture: ʀʜᴜʙʟᴇ ᴏᴅɪᴍᴀᴛɢꜱ ʀʜᴜʙʟᴇᴄᴏ ɪᴍᴀᴛɢꜱɴʀ ᴜʙʟ: [137, 527, 230, 533]
text-line-texture: ꜱɴʀʜᴜʙʟᴇ ᴏᴅɪᴍᴀᴛɢꜱ ʀʜᴜʙʟᴇᴄᴏ ɪᴍᴀᴛɢꜱ: [137, 373, 220, 379]
text-line-texture: ʙʟᴇᴄᴏᴅɪᴍ ᴛɢꜱɴʀʜᴜʙ ᴇᴄᴏᴅɪᴍᴀᴛ ꜱɴʀʜᴜʙʟᴇ: [256, 546, 345, 552]
text-line-texture: ʜᴜʙʟᴇᴄᴏᴅ ᴍᴀᴛɢꜱɴʀʜ ʙʟᴇᴄᴏᴅɪᴍ ᴛɢꜱɴʀʜᴜʙ: [18, 431, 108, 437]
text-line-texture: ᴛɢꜱɴʀʜᴜʙ ᴇᴄᴏᴅɪᴍᴀᴛ ꜱɴʀʜᴜʙʟᴇ ᴏᴅɪᴍᴀᴛ: [375, 434, 459, 440]
text-line-texture: ʀʜᴜʙ ᴇᴄᴏᴅɪᴍᴀᴛ ꜱɴʀʜᴜʙʟᴇ ᴏᴅɪᴍᴀᴛɢꜱ ʀʜᴜ: [375, 231, 463, 237]
text-line-texture: ʜᴜʙʟᴇᴄ ᴅɪᴍᴀᴛɢꜱɴ ʜᴜʙʟᴇᴄᴏᴅ ᴍᴀᴛɢꜱɴʀʜ: [18, 187, 103, 193]
text-line-texture: ᴍᴀᴛɢꜱ ʀʜᴜʙʟᴇᴄᴏ ɪᴍᴀᴛɢꜱɴʀ ᴜʙʟᴇᴄᴏᴅɪ ᴀᴛɢꜱɴʀ: [137, 405, 234, 411]
text-line-texture: ꜱɴʀʜ ʙʟᴇᴄᴏᴅɪᴍ ᴛɢꜱɴʀʜᴜʙ ᴇᴄᴏᴅɪᴍᴀᴛ ꜱɴʀ: [375, 760, 463, 766]
text-line-texture: ʜᴜʙʟᴇᴄᴏᴅ ᴍᴀᴛɢꜱɴʀʜ ʙʟᴇᴄᴏᴅɪᴍ ᴛɢꜱɴʀʜᴜʙ: [256, 86, 346, 92]
text-line-texture: ʀʜᴜʙ ᴇᴄᴏᴅɪᴍᴀᴛ ꜱɴʀʜᴜʙʟᴇ ᴏᴅɪᴍᴀᴛɢꜱ ʀʜᴜ: [18, 576, 106, 582]
text-line-texture: ꜱɴʀʜ ʙʟᴇᴄᴏᴅɪᴍ ᴛɢꜱɴʀʜᴜʙ ᴇᴄᴏᴅɪᴍᴀᴛ ꜱɴʀ: [375, 117, 463, 123]
text-line-texture: ʜᴜʙʟᴇᴄᴏᴅ ᴍᴀᴛɢꜱɴʀʜ ʙʟᴇᴄᴏᴅɪᴍ ᴛɢꜱɴʀʜᴜʙ: [256, 432, 346, 438]
text-line-texture: ᴍᴀᴛɢꜱɴʀʜ ʙʟᴇᴄᴏᴅɪᴍ ᴛɢꜱɴʀʜᴜʙ ᴇᴄᴏᴅɪᴍ: [18, 380, 103, 386]
text-line-texture: ʟ ᴄᴏᴅɪᴍᴀᴛɢ ɴʀʜᴜʙʟᴇᴄ ᴅɪᴍᴀᴛɢꜱɴ ʜᴜʙʟᴇᴄ: [375, 440, 463, 446]
text-line-texture: ʟᴇᴄᴏ ɪᴍᴀᴛɢꜱɴʀ ᴜʙʟᴇᴄᴏᴅɪ ᴀᴛɢꜱɴʀʜᴜ ʟᴇᴄ: [256, 457, 342, 463]
text-line-texture: ɢꜱ ʀʜᴜʙʟᴇᴄᴏ ɪᴍᴀᴛɢꜱɴʀ ᴜʙʟᴇᴄᴏᴅɪ ᴀᴛɢꜱɴʀ: [256, 161, 345, 167]
text-line-texture: ʟᴇᴄ ᴅɪᴍᴀᴛɢꜱɴ ʜᴜʙʟᴇᴄᴏᴅ ᴍᴀᴛɢꜱɴʀʜ ʙʟᴇᴄᴏᴅ: [256, 605, 350, 611]
text-line-texture: ᴀ ɢꜱɴʀʜᴜʙʟ ᴄᴏᴅɪᴍᴀᴛɢ ɴʀʜᴜʙʟᴇᴄ ᴅɪᴍᴀᴛɢꜱɴ: [256, 552, 349, 558]
text-line-texture: ᴏ ɪᴍᴀᴛɢꜱɴʀ ᴜʙʟᴇᴄᴏᴅɪ ᴀᴛɢꜱɴʀʜᴜ ʟᴇᴄᴏᴅɪᴍᴀ: [18, 325, 110, 331]
text-line-texture: ᴇᴄᴏ ɪᴍᴀᴛɢꜱɴʀ ᴜʙʟᴇᴄᴏᴅɪ ᴀᴛɢꜱɴʀʜᴜ ʟᴇᴄ: [375, 569, 459, 575]
text-line-texture: ʜᴜʙʟ ᴄᴏᴅɪᴍᴀᴛɢ ɴʀʜᴜʙʟᴇᴄ ᴅɪᴍᴀᴛɢꜱɴ ʜᴜʙʟᴇᴄ: [256, 287, 352, 293]
text-line-texture: ɴʀ ᴜʙʟᴇᴄᴏᴅɪ ᴀᴛɢꜱɴʀʜᴜ ʟᴇᴄᴏᴅɪᴍᴀ ɢꜱɴʀʜᴜ: [137, 386, 227, 392]
text-line-texture: ᴄᴏᴅ ᴍᴀᴛɢꜱɴʀʜ ʙʟᴇᴄᴏᴅɪᴍ ᴛɢꜱɴʀʜᴜʙ ᴇᴄᴏᴅɪᴍ: [18, 513, 112, 519]
text-line-texture: ɴʀʜᴜʙʟ ᴄᴏᴅɪᴍᴀᴛɢ ɴʀʜᴜʙʟᴇᴄ ᴅɪᴍᴀᴛɢꜱɴ: [18, 418, 102, 424]
text-line-texture: ɴʀʜᴜʙʟ ᴄᴏᴅɪᴍᴀᴛɢ ɴʀʜᴜʙʟᴇᴄ ᴅɪᴍᴀᴛɢꜱɴ: [256, 73, 340, 79]
section-divider: [375, 637, 486, 639]
text-line-texture: ʜᴜʙʟᴇᴄ ᴅɪᴍᴀᴛɢꜱɴ ʜᴜʙʟᴇᴄᴏᴅ ᴍᴀᴛɢꜱɴʀʜ: [256, 187, 341, 193]
text-line-texture: ᴜ ʟᴇᴄᴏᴅɪᴍᴀ ɢꜱɴʀʜᴜʙʟ ᴄᴏᴅɪᴍᴀᴛɢ ɴʀʜᴜʙʟ: [375, 500, 463, 506]
text-line-texture: ʜᴜʙʟᴇᴄᴏᴅ ᴍᴀᴛɢꜱɴʀʜ ʙʟᴇᴄᴏᴅɪᴍ ᴛɢꜱɴʀʜᴜʙ: [137, 483, 227, 489]
headline-waffenstein: Waffenstein.: [388, 644, 473, 659]
text-line-texture: ᴍ ᴛɢꜱɴʀʜᴜʙ ᴇᴄᴏᴅɪᴍᴀᴛ ꜱɴʀʜᴜʙʟᴇ ᴏᴅɪᴍᴀᴛ: [256, 495, 345, 501]
text-line-texture: ᴇ ᴏᴅɪᴍᴀᴛɢꜱ ʀʜᴜʙʟᴇᴄᴏ ɪᴍᴀᴛɢꜱɴʀ ᴜʙʟᴇᴄᴏᴅɪ: [375, 212, 466, 218]
text-line-texture: ᴏᴅɪ ᴀᴛɢꜱɴʀʜᴜ ʟᴇᴄᴏᴅɪᴍᴀ ɢꜱɴʀʜᴜʙʟ ᴄᴏᴅ: [18, 569, 103, 575]
text-line-texture: ᴛɢ ɴʀʜᴜʙʟᴇᴄ ᴅɪᴍᴀᴛɢꜱɴ ʜᴜʙʟᴇᴄᴏᴅ ᴍᴀᴛɢꜱɴʀʜ: [256, 105, 353, 111]
text-line-texture: ᴄᴏᴅɪᴍ ᴛɢꜱɴʀʜᴜʙ ᴇᴄᴏᴅɪᴍᴀᴛ ꜱɴʀʜᴜʙʟᴇ ᴏᴅɪᴍᴀᴛ: [137, 67, 235, 73]
text-line-texture: ᴇ ᴏᴅɪᴍᴀᴛɢꜱ ʀʜᴜʙʟᴇᴄᴏ ɪᴍᴀᴛɢꜱɴʀ ᴜʙʟᴇᴄᴏᴅɪ: [256, 212, 347, 218]
subheadline-daenemark: Kleinere deutsche Haushalte und Chemikalien.: [378, 303, 483, 317]
text-line-texture: ʙ ᴇᴄᴏᴅɪᴍᴀᴛ ꜱɴʀʜᴜʙʟᴇ ᴏᴅɪᴍᴀᴛɢꜱ ʀʜᴜʙʟᴇᴄᴏ: [18, 443, 111, 449]
text-line-texture: ɢꜱɴʀ ᴜʙʟᴇᴄᴏᴅɪ ᴀᴛɢꜱɴʀʜᴜ ʟᴇᴄᴏᴅɪᴍᴀ ɢꜱɴʀʜᴜ: [256, 611, 351, 617]
text-line-texture: ꜱɴʀʜᴜʙʟᴇ ᴏᴅɪᴍᴀᴛɢꜱ ʀʜᴜʙʟᴇᴄᴏ ɪᴍᴀᴛɢꜱ: [18, 262, 101, 268]
text-line-texture: ʙ ᴇᴄᴏᴅɪᴍᴀᴛ ꜱɴʀʜᴜʙʟᴇ ᴏᴅɪᴍᴀᴛɢꜱ ʀʜᴜʙʟᴇᴄᴏ: [375, 741, 468, 747]
issue-date: Sonntag, 3. Oktober 1915: [385, 18, 486, 27]
text-line-texture: ᴏᴅɪ ᴀᴛɢꜱɴʀʜᴜ ʟᴇᴄᴏᴅɪᴍᴀ ɢꜱɴʀʜᴜʙʟ ᴄᴏᴅ: [256, 224, 341, 230]
text-line-texture: ᴏᴅɪᴍᴀ ɢꜱɴʀʜᴜʙʟ ᴄᴏᴅɪᴍᴀᴛɢ ɴʀʜᴜʙʟᴇᴄ ᴅɪᴍ: [375, 582, 466, 588]
text-line-texture: ᴛɢꜱɴʀʜᴜ ʟᴇᴄᴏᴅɪᴍᴀ ɢꜱɴʀʜᴜʙʟ ᴄᴏᴅɪᴍᴀᴛɢ: [18, 306, 104, 312]
text-line-texture: ᴅɪᴍᴀᴛ ꜱɴʀʜᴜʙʟᴇ ᴏᴅɪᴍᴀᴛɢꜱ ʀʜᴜʙʟᴇᴄᴏ ɪᴍᴀᴛɢꜱ: [137, 291, 234, 297]
text-line-texture: ɪᴍᴀᴛɢ ɴʀʜᴜʙʟᴇᴄ ᴅɪᴍᴀᴛɢꜱɴ ʜᴜʙʟᴇᴄᴏᴅ ᴍᴀᴛ: [256, 237, 347, 243]
text-line-texture: ɪᴍᴀᴛɢꜱɴ ʜᴜʙʟᴇᴄᴏᴅ ᴍᴀᴛɢꜱɴʀʜ ʙʟᴇᴄᴏᴅɪᴍ ᴛɢꜱ: [375, 422, 471, 428]
text-line-texture: ʟ ᴄᴏᴅɪᴍᴀᴛɢ ɴʀʜᴜʙʟᴇᴄ ᴅɪᴍᴀᴛɢꜱɴ ʜᴜʙʟᴇᴄ: [375, 155, 463, 161]
text-line-texture: ᴄᴏᴅ ᴍᴀᴛɢꜱɴʀʜ ʙʟᴇᴄᴏᴅɪᴍ ᴛɢꜱɴʀʜᴜʙ ᴇᴄᴏᴅɪᴍ: [256, 168, 350, 174]
text-line-texture: ᴀᴛ ꜱɴʀʜᴜʙʟᴇ ᴏᴅɪᴍᴀᴛɢꜱ ʀʜᴜʙʟᴇᴄᴏ ɪᴍᴀᴛɢꜱ: [137, 159, 227, 165]
text-line-texture: ɢꜱɴʀ ᴜʙʟᴇᴄᴏᴅɪ ᴀᴛɢꜱɴʀʜᴜ ʟᴇᴄᴏᴅɪᴍᴀ ɢꜱɴʀʜᴜ: [137, 172, 232, 178]
text-line-texture: ᴛɢ ɴʀʜᴜʙʟᴇᴄ ᴅɪᴍᴀᴛɢꜱɴ ʜᴜʙʟᴇᴄᴏᴅ ᴍᴀᴛɢꜱɴʀʜ: [256, 655, 353, 661]
text-line-texture: ᴜʙʟᴇᴄᴏ ɪᴍᴀᴛɢꜱɴʀ ᴜʙʟᴇᴄᴏᴅɪ ᴀᴛɢꜱɴʀʜᴜ ʟᴇᴄ: [18, 588, 109, 594]
text-line-texture: ʀʜᴜʙʟᴇ ᴏᴅɪᴍᴀᴛɢꜱ ʀʜᴜʙʟᴇᴄᴏ ɪᴍᴀᴛɢꜱɴʀ ᴜʙʟ: [18, 130, 111, 136]
column-rule: [371, 36, 372, 713]
text-line-texture: ᴍᴀᴛɢꜱ ʀʜᴜʙʟᴇᴄᴏ ɪᴍᴀᴛɢꜱɴʀ ᴜʙʟᴇᴄᴏᴅɪ ᴀᴛɢꜱɴʀ: [18, 294, 115, 300]
text-line-texture: ᴜʙʟᴇ ᴏᴅɪᴍᴀᴛɢꜱ ʀʜᴜʙʟᴇᴄᴏ ɪᴍᴀᴛɢꜱɴʀ ᴜʙʟ: [256, 344, 343, 350]
text-line-texture: ɢꜱ ʀʜᴜʙʟᴇᴄᴏ ɪᴍᴀᴛɢꜱɴʀ ᴜʙʟᴇᴄᴏᴅɪ ᴀᴛɢꜱɴʀ: [18, 161, 107, 167]
text-line-texture: ɴʀʜᴜʙʟᴇᴄ ᴅɪᴍᴀᴛɢꜱɴ ʜᴜʙʟᴇᴄᴏᴅ ᴍᴀᴛɢꜱɴʀʜ: [256, 319, 347, 325]
column-2: [137, 36, 249, 713]
text-line-texture: ʜᴜʙʟᴇᴄᴏᴅ ᴍᴀᴛɢꜱɴʀʜ ʙʟᴇᴄᴏᴅɪᴍ ᴛɢꜱɴʀʜᴜʙ: [137, 86, 227, 92]
text-line-texture: ᴍᴀᴛɢꜱɴʀ ᴜʙʟᴇᴄᴏᴅɪ ᴀᴛɢꜱɴʀʜᴜ ʟᴇᴄᴏᴅɪᴍᴀ: [137, 304, 223, 310]
text-line-texture: ᴍᴀᴛɢꜱɴʀʜ ʙʟᴇᴄᴏᴅɪᴍ ᴛɢꜱɴʀʜᴜʙ ᴇᴄᴏᴅɪᴍ: [375, 36, 460, 41]
text-line-texture: ᴀᴛɢ ɴʀʜᴜʙʟᴇᴄ ᴅɪᴍᴀᴛɢꜱɴ ʜᴜʙʟᴇᴄᴏᴅ ᴍᴀᴛ: [256, 451, 342, 457]
text-line-texture: ʟᴇᴄ ᴅɪᴍᴀᴛɢꜱɴ ʜᴜʙʟᴇᴄᴏᴅ ᴍᴀᴛɢꜱɴʀʜ ʙʟᴇᴄᴏᴅ: [375, 513, 469, 519]
text-line-texture: ꜱɴʀʜ ʙʟᴇᴄᴏᴅɪᴍ ᴛɢꜱɴʀʜᴜʙ ᴇᴄᴏᴅɪᴍᴀᴛ ꜱɴʀ: [137, 514, 225, 520]
text-line-texture: ᴜ ʟᴇᴄᴏᴅɪᴍᴀ ɢꜱɴʀʜᴜʙʟ ᴄᴏᴅɪᴍᴀᴛɢ ɴʀʜᴜʙʟ: [375, 327, 463, 333]
section-divider: [145, 103, 241, 104]
text-line-texture: ɢꜱ ʀʜᴜʙʟᴇᴄᴏ ɪᴍᴀᴛɢꜱɴʀ ᴜʙʟᴇᴄᴏᴅɪ ᴀᴛɢꜱɴʀ: [137, 558, 226, 564]
text-line-texture: ᴛɢ ɴʀʜᴜʙʟᴇᴄ ᴅɪᴍᴀᴛɢꜱɴ ʜᴜʙʟᴇᴄᴏᴅ ᴍᴀᴛɢꜱɴʀʜ: [137, 216, 234, 222]
text-line-texture: ᴛɢꜱɴʀʜᴜʙ ᴇᴄᴏᴅɪᴍᴀᴛ ꜱɴʀʜᴜʙʟᴇ ᴏᴅɪᴍᴀᴛ: [375, 149, 459, 155]
text-line-texture: ᴜ ʟᴇᴄᴏᴅɪᴍᴀ ɢꜱɴʀʜᴜʙʟ ᴄᴏᴅɪᴍᴀᴛɢ ɴʀʜᴜʙʟ: [256, 592, 344, 598]
text-line-texture: ɪᴍᴀᴛɢꜱɴ ʜᴜʙʟᴇᴄᴏᴅ ᴍᴀᴛɢꜱɴʀʜ ʙʟᴇᴄᴏᴅɪᴍ ᴛɢꜱ: [137, 247, 233, 253]
text-line-texture: ʙʟᴇᴄᴏᴅ ᴍᴀᴛɢꜱɴʀʜ ʙʟᴇᴄᴏᴅɪᴍ ᴛɢꜱɴʀʜᴜʙ: [256, 300, 341, 306]
subheadline-waffenstein: Das neue Schema des Hafens.: [384, 660, 477, 667]
column-1: [18, 36, 130, 713]
text-line-texture: ɴʀʜᴜ ʟᴇᴄᴏᴅɪᴍᴀ ɢꜱɴʀʜᴜʙʟ ᴄᴏᴅɪᴍᴀᴛɢ ɴʀʜᴜʙʟ: [256, 174, 353, 180]
article-text: [137, 147, 249, 424]
text-line-texture: ᴜ ʟᴇᴄᴏᴅɪᴍᴀ ɢꜱɴʀʜᴜʙʟ ᴄᴏᴅɪᴍᴀᴛɢ ɴʀʜᴜʙʟ: [18, 42, 106, 48]
text-line-texture: ᴇᴄᴏᴅɪᴍᴀᴛ ꜱɴʀʜᴜʙʟᴇ ᴏᴅɪᴍᴀᴛɢꜱ ʀʜᴜʙʟᴇᴄᴏ: [18, 313, 107, 319]
text-line-texture: ᴄᴏᴅɪᴍ ᴛɢꜱɴʀʜᴜʙ ᴇᴄᴏᴅɪᴍᴀᴛ ꜱɴʀʜᴜʙʟᴇ ᴏᴅɪᴍᴀᴛ: [375, 525, 473, 531]
text-line-texture: ɢꜱɴʀʜᴜʙʟ ᴄᴏᴅɪᴍᴀᴛɢ ɴʀʜᴜʙʟᴇᴄ ᴅɪᴍᴀᴛɢꜱɴ: [18, 550, 107, 556]
text-line-texture: ʟ ᴄᴏᴅɪᴍᴀᴛɢ ɴʀʜᴜʙʟᴇᴄ ᴅɪᴍᴀᴛɢꜱɴ ʜᴜʙʟᴇᴄ: [256, 155, 344, 161]
text-line-texture: ᴀᴛ ꜱɴʀʜᴜʙʟᴇ ᴏᴅɪᴍᴀᴛɢꜱ ʀʜᴜʙʟᴇᴄᴏ ɪᴍᴀᴛɢꜱ: [18, 393, 108, 399]
text-line-texture: ᴅɪᴍᴀᴛɢꜱ ʀʜᴜʙʟᴇᴄᴏ ɪᴍᴀᴛɢꜱɴʀ ᴜʙʟᴇᴄᴏᴅɪ: [137, 191, 221, 197]
text-line-texture: ᴀᴛɢꜱɴʀʜᴜ ʟᴇᴄᴏᴅɪᴍᴀ ɢꜱɴʀʜᴜʙʟ ᴄᴏᴅɪᴍᴀᴛɢ: [375, 377, 464, 383]
text-line-texture: ɴʀ ᴜʙʟᴇᴄᴏᴅɪ ᴀᴛɢꜱɴʀʜᴜ ʟᴇᴄᴏᴅɪᴍᴀ ɢꜱɴʀʜᴜ: [256, 275, 346, 281]
article-text: [256, 587, 368, 675]
text-line-texture: ʟ ᴄᴏᴅɪᴍᴀᴛɢ ɴʀʜᴜʙʟᴇᴄ ᴅɪᴍᴀᴛɢꜱɴ ʜᴜʙʟᴇᴄ: [18, 500, 106, 506]
text-line-texture: ɪᴍᴀᴛɢꜱɴ ʜᴜʙʟᴇᴄᴏᴅ ᴍᴀᴛɢꜱɴʀʜ ʙʟᴇᴄᴏᴅɪᴍ ᴛɢꜱ: [375, 595, 471, 601]
column-rule: [252, 36, 253, 713]
text-line-texture: ꜱɴʀʜ ʙʟᴇᴄᴏᴅɪᴍ ᴛɢꜱɴʀʜᴜʙ ᴇᴄᴏᴅɪᴍᴀᴛ ꜱɴʀ: [137, 228, 225, 234]
text-line-texture: ʜᴜʙʟᴇᴄᴏᴅ ᴍᴀᴛɢꜱɴʀʜ ʙʟᴇᴄᴏᴅɪᴍ ᴛɢꜱɴʀʜᴜʙ: [375, 729, 465, 735]
text-line-texture: ɴʀʜᴜʙʟ ᴄᴏᴅɪᴍᴀᴛɢ ɴʀʜᴜʙʟᴇᴄ ᴅɪᴍᴀᴛɢꜱɴ: [137, 184, 221, 190]
text-line-texture: ʙʟᴇᴄᴏᴅ ᴍᴀᴛɢꜱɴʀʜ ʙʟᴇᴄᴏᴅɪᴍ ᴛɢꜱɴʀʜᴜʙ: [137, 411, 222, 417]
text-line-texture: ɪᴍᴀᴛɢꜱɴ ʜᴜʙʟᴇᴄᴏᴅ ᴍᴀᴛɢꜱɴʀʜ ʙʟᴇᴄᴏᴅɪᴍ ᴛɢꜱ: [18, 481, 114, 487]
text-line-texture: ᴅɪᴍ ᴛɢꜱɴʀʜᴜʙ ᴇᴄᴏᴅɪᴍᴀᴛ ꜱɴʀʜᴜʙʟᴇ ᴏᴅɪᴍᴀᴛ: [137, 392, 230, 398]
text-line-texture: ɴʀʜᴜʙʟᴇ ᴏᴅɪᴍᴀᴛɢꜱ ʀʜᴜʙʟᴇᴄᴏ ɪᴍᴀᴛɢꜱɴʀ ᴜʙʟ: [256, 476, 352, 482]
text-line-texture: ʟᴇᴄᴏᴅɪᴍᴀ ɢꜱɴʀʜᴜʙʟ ᴄᴏᴅɪᴍᴀᴛɢ ɴʀʜᴜʙʟᴇᴄ ᴅɪᴍ: [18, 256, 116, 262]
text-line-texture: ʀʜᴜʙʟᴇᴄᴏ ɪᴍᴀᴛɢꜱɴʀ ᴜʙʟᴇᴄᴏᴅɪ ᴀᴛɢꜱɴʀ: [256, 376, 338, 382]
text-line-texture: ʀʜᴜʙʟᴇᴄ ᴅɪᴍᴀᴛɢꜱɴ ʜᴜʙʟᴇᴄᴏᴅ ᴍᴀᴛɢꜱɴʀʜ: [256, 533, 344, 539]
text-line-texture: ɢꜱɴʀ ᴜʙʟᴇᴄᴏᴅɪ ᴀᴛɢꜱɴʀʜᴜ ʟᴇᴄᴏᴅɪᴍᴀ ɢꜱɴʀʜᴜ: [18, 406, 113, 412]
text-line-texture: ᴛɢꜱɴʀʜᴜ ʟᴇᴄᴏᴅɪᴍᴀ ɢꜱɴʀʜᴜʙʟ ᴄᴏᴅɪᴍᴀᴛɢ: [256, 306, 342, 312]
text-line-texture: ʙʟᴇᴄᴏᴅɪᴍ ᴛɢꜱɴʀʜᴜʙ ᴇᴄᴏᴅɪᴍᴀᴛ ꜱɴʀʜᴜʙʟᴇ: [375, 199, 464, 205]
text-line-texture: ꜱɴ ʜᴜʙʟᴇᴄᴏᴅ ᴍᴀᴛɢꜱɴʀʜ ʙʟᴇᴄᴏᴅɪᴍ ᴛɢꜱɴʀʜᴜʙ: [137, 329, 234, 335]
text-line-texture: ᴅɪᴍᴀᴛɢꜱ ʀʜᴜʙʟᴇᴄᴏ ɪᴍᴀᴛɢꜱɴʀ ᴜʙʟᴇᴄᴏᴅɪ: [256, 630, 340, 636]
text-line-texture: ᴜʙʟᴇᴄᴏ ɪᴍᴀᴛɢꜱɴʀ ᴜʙʟᴇᴄᴏᴅɪ ᴀᴛɢꜱɴʀʜᴜ ʟᴇᴄ: [18, 243, 109, 249]
text-line-texture: ɢꜱɴʀʜᴜʙ ᴇᴄᴏᴅɪᴍᴀᴛ ꜱɴʀʜᴜʙʟᴇ ᴏᴅɪᴍᴀᴛɢꜱ ʀʜᴜ: [256, 363, 352, 369]
text-line-texture: ᴛɢ ɴʀʜᴜʙʟᴇᴄ ᴅɪᴍᴀᴛɢꜱɴ ʜᴜʙʟᴇᴄᴏᴅ ᴍᴀᴛɢꜱɴʀʜ: [375, 390, 472, 396]
text-line-texture: ᴏ ɪᴍᴀᴛɢꜱɴʀ ᴜʙʟᴇᴄᴏᴅɪ ᴀᴛɢꜱɴʀʜᴜ ʟᴇᴄᴏᴅɪᴍᴀ: [256, 325, 348, 331]
text-line-texture: ᴜʙʟᴇᴄᴏᴅɪ ᴀᴛɢꜱɴʀʜᴜ ʟᴇᴄᴏᴅɪᴍᴀ ɢꜱɴʀʜᴜ: [256, 489, 339, 495]
text-line-texture: ɴʀʜᴜʙʟ ᴄᴏᴅɪᴍᴀᴛɢ ɴʀʜᴜʙʟᴇᴄ ᴅɪᴍᴀᴛɢꜱɴ: [375, 716, 459, 722]
text-line-texture: ᴄᴏᴅɪᴍᴀ ɢꜱɴʀʜᴜʙʟ ᴄᴏᴅɪᴍᴀᴛɢ ɴʀʜᴜʙʟᴇᴄ ᴅɪᴍ: [256, 470, 349, 476]
text-line-texture: ᴅɪᴍ ᴛɢꜱɴʀʜᴜʙ ᴇᴄᴏᴅɪᴍᴀᴛ ꜱɴʀʜᴜʙʟᴇ ᴏᴅɪᴍᴀᴛ: [256, 281, 349, 287]
text-line-texture: ᴛɢ ɴʀʜᴜʙʟᴇᴄ ᴅɪᴍᴀᴛɢꜱɴ ʜᴜʙʟᴇᴄᴏᴅ ᴍᴀᴛɢꜱɴʀʜ: [375, 105, 472, 111]
text-line-texture: ɴʀʜᴜʙʟᴇᴄ ᴅɪᴍᴀᴛɢꜱɴ ʜᴜʙʟᴇᴄᴏᴅ ᴍᴀᴛɢꜱɴʀʜ: [18, 319, 109, 325]
article-text: [375, 36, 486, 275]
text-line-texture: ʟᴇᴄᴏᴅɪᴍᴀ ɢꜱɴʀʜᴜʙʟ ᴄᴏᴅɪᴍᴀᴛɢ ɴʀʜᴜʙʟᴇᴄ ᴅɪᴍ: [375, 256, 473, 262]
text-line-texture: ᴛɢꜱɴʀʜᴜʙ ᴇᴄᴏᴅɪᴍᴀᴛ ꜱɴʀʜᴜʙʟᴇ ᴏᴅɪᴍᴀᴛ: [137, 260, 221, 266]
text-line-texture: ʟᴇᴄ ᴅɪᴍᴀᴛɢꜱɴ ʜᴜʙʟᴇᴄᴏᴅ ᴍᴀᴛɢꜱɴʀʜ ʙʟᴇᴄᴏᴅ: [137, 165, 231, 171]
text-line-texture: ꜱɴ ʜᴜʙʟᴇᴄᴏᴅ ᴍᴀᴛɢꜱɴʀʜ ʙʟᴇᴄᴏᴅɪᴍ ᴛɢꜱɴʀʜᴜʙ: [18, 563, 115, 569]
text-line-texture: ʜᴜʙʟᴇᴄᴏᴅ ᴍᴀᴛɢꜱɴʀʜ ʙʟᴇᴄᴏᴅɪᴍ ᴛɢꜱɴʀʜᴜʙ: [375, 544, 465, 550]
text-line-texture: ᴇᴄᴏᴅ ᴍᴀᴛɢꜱɴʀʜ ʙʟᴇᴄᴏᴅɪᴍ ᴛɢꜱɴʀʜᴜʙ ᴇᴄᴏᴅɪᴍ: [256, 514, 353, 520]
text-line-texture: ɪᴍᴀᴛɢꜱɴ ʜᴜʙʟᴇᴄᴏᴅ ᴍᴀᴛɢꜱɴʀʜ ʙʟᴇᴄᴏᴅɪᴍ ᴛɢꜱ: [375, 136, 471, 142]
text-line-texture: ɴʀʜᴜʙʟ ᴄᴏᴅɪᴍᴀᴛɢ ɴʀʜᴜʙʟᴇᴄ ᴅɪᴍᴀᴛɢꜱɴ: [18, 73, 102, 79]
text-line-texture: ᴍᴀᴛɢꜱɴʀʜ ʙʟᴇᴄᴏᴅɪᴍ ᴛɢꜱɴʀʜᴜʙ ᴇᴄᴏᴅɪᴍ: [256, 586, 341, 592]
text-line-texture: ɢꜱ ʀʜᴜʙʟᴇᴄᴏ ɪᴍᴀᴛɢꜱɴʀ ᴜʙʟᴇᴄᴏᴅɪ ᴀᴛɢꜱɴʀ: [18, 506, 107, 512]
text-line-texture: ʟᴇᴄᴏᴅɪᴍᴀ ɢꜱɴʀʜᴜʙʟ ᴄᴏᴅɪᴍᴀᴛɢ ɴʀʜᴜʙʟᴇᴄ ᴅɪᴍ: [256, 256, 354, 262]
section-divider: [145, 428, 241, 429]
column-4: [375, 36, 486, 766]
text-line-texture: ᴍᴀᴛɢꜱɴʀʜ ʙʟᴇᴄᴏᴅɪᴍ ᴛɢꜱɴʀʜᴜʙ ᴇᴄᴏᴅɪᴍ: [137, 433, 222, 439]
text-line-texture: ʟᴇᴄ ᴅɪᴍᴀᴛɢꜱɴ ʜᴜʙʟᴇᴄᴏᴅ ᴍᴀᴛɢꜱɴʀʜ ʙʟᴇᴄᴏᴅ: [137, 54, 231, 60]
text-line-texture: ᴛɢꜱɴʀʜᴜʙ ᴇᴄᴏᴅɪᴍᴀᴛ ꜱɴʀʜᴜʙʟᴇ ᴏᴅɪᴍᴀᴛ: [375, 607, 459, 613]
text-line-texture: ɴʀʜᴜʙʟ ᴄᴏᴅɪᴍᴀᴛɢ ɴʀʜᴜʙʟᴇᴄ ᴅɪᴍᴀᴛɢꜱɴ: [375, 359, 459, 365]
text-line-texture: ʀʜᴜʙʟᴇ ᴏᴅɪᴍᴀᴛɢꜱ ʀʜᴜʙʟᴇᴄᴏ ɪᴍᴀᴛɢꜱɴʀ ᴜʙʟ: [375, 415, 468, 421]
column-rule: [133, 36, 134, 713]
text-line-texture: ᴀᴛ ꜱɴʀʜᴜʙʟᴇ ᴏᴅɪᴍᴀᴛɢꜱ ʀʜᴜʙʟᴇᴄᴏ ɪᴍᴀᴛɢꜱ: [18, 48, 108, 54]
text-line-texture: ᴍᴀᴛɢꜱɴʀ ᴜʙʟᴇᴄᴏᴅɪ ᴀᴛɢꜱɴʀʜᴜ ʟᴇᴄᴏᴅɪᴍᴀ: [256, 193, 342, 199]
text-line-texture: ᴏᴅɪᴍᴀᴛɢꜱ ʀʜᴜʙʟᴇᴄᴏ ɪᴍᴀᴛɢꜱɴʀ ᴜʙʟᴇᴄᴏᴅɪ: [256, 426, 343, 432]
text-line-texture: ɪᴍᴀᴛɢꜱɴ ʜᴜʙʟᴇᴄᴏᴅ ᴍᴀᴛɢꜱɴʀʜ ʙʟᴇᴄᴏᴅɪᴍ ᴛɢꜱ: [137, 533, 233, 539]
text-line-texture: ꜱɴʀʜ ʙʟᴇᴄᴏᴅɪᴍ ᴛɢꜱɴʀʜᴜʙ ᴇᴄᴏᴅɪᴍᴀᴛ ꜱɴʀ: [18, 117, 106, 123]
text-line-texture: ʟᴇᴄ ᴅɪᴍᴀᴛɢꜱɴ ʜᴜʙʟᴇᴄᴏᴅ ᴍᴀᴛɢꜱɴʀʜ ʙʟᴇᴄᴏᴅ: [18, 399, 112, 405]
text-line-texture: ᴍᴀᴛɢꜱɴʀʜ ʙʟᴇᴄᴏᴅɪᴍ ᴛɢꜱɴʀʜᴜʙ ᴇᴄᴏᴅɪᴍ: [375, 321, 460, 327]
text-line-texture: ʟᴇᴄ ᴅɪᴍᴀᴛɢꜱɴ ʜᴜʙʟᴇᴄᴏᴅ ᴍᴀᴛɢꜱɴʀʜ ʙʟᴇᴄᴏᴅ: [18, 54, 112, 60]
text-line-texture: ᴜʙʟᴇᴄᴏ ɪᴍᴀᴛɢꜱɴʀ ᴜʙʟᴇᴄᴏᴅɪ ᴀᴛɢꜱɴʀʜᴜ ʟᴇᴄ: [137, 354, 228, 360]
headline-kriegslieferungen: Kriegslieferungen an Rußland über die mandschurischen Eisenbahnen.: [148, 107, 238, 144]
text-line-texture: ᴅɪᴍᴀᴛɢꜱ ʀʜᴜʙʟᴇᴄᴏ ɪᴍᴀᴛɢꜱɴʀ ᴜʙʟᴇᴄᴏᴅɪ: [256, 80, 340, 86]
text-line-texture: ᴇᴄᴏ ɪᴍᴀᴛɢꜱɴʀ ᴜʙʟᴇᴄᴏᴅɪ ᴀᴛɢꜱɴʀʜᴜ ʟᴇᴄ: [18, 456, 102, 462]
